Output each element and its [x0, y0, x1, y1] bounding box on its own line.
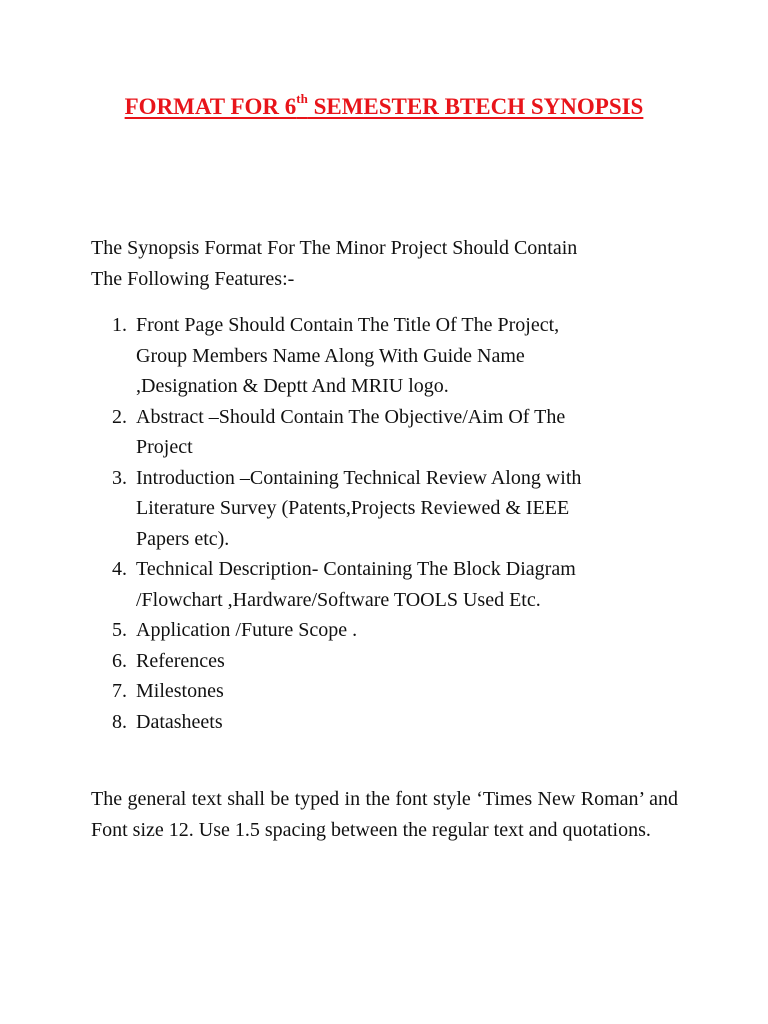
feature-text-line: Datasheets [136, 710, 223, 733]
feature-list [0, 310, 768, 737]
feature-number: 8. [112, 710, 127, 733]
feature-item [0, 676, 768, 707]
feature-number: 5. [112, 619, 127, 641]
feature-item [0, 646, 768, 677]
feature-text-line: Application /Future Scope . [136, 619, 358, 641]
feature-text-line: Papers etc). [136, 527, 230, 550]
feature-item [0, 463, 768, 555]
feature-number: 1. [112, 314, 127, 336]
intro-paragraph [91, 233, 691, 295]
feature-item [0, 402, 768, 463]
feature-number: 3. [112, 466, 127, 489]
feature-text-line: Group Members Name Along With Guide Name [136, 344, 525, 367]
feature-number: 7. [112, 680, 127, 702]
feature-item [0, 707, 768, 738]
feature-item [0, 615, 768, 646]
title-prefix: FORMAT FOR 6 [124, 94, 297, 119]
feature-text-line: Technical Description- Containing The Block Diagram [136, 558, 576, 580]
feature-text-line: Milestones [136, 680, 224, 702]
document-title [0, 92, 768, 122]
intro-line-1: The Synopsis Format For The Minor Project Should Contain [91, 237, 578, 259]
feature-text-line: Front Page Should Contain The Title Of The Project, [136, 314, 560, 336]
formatting-note: The general text shall be typed in the font style ‘Times New Roman’ and Font size 12. Use 1.5 spacing between the regular text and quotations. [91, 788, 678, 841]
feature-number: 2. [112, 405, 127, 428]
feature-text-line: /Flowchart ,Hardware/Software TOOLS Used Etc. [136, 588, 541, 611]
feature-number: 4. [112, 558, 127, 580]
title-suffix: SEMESTER BTECH SYNOPSIS [307, 94, 644, 119]
feature-text-line: References [136, 649, 225, 672]
feature-item [0, 310, 768, 402]
feature-text-line: Introduction –Containing Technical Review Along with [136, 466, 582, 489]
intro-line-2: The Following Features:- [91, 268, 295, 290]
feature-item [0, 554, 768, 615]
feature-text-line: Project [136, 436, 193, 458]
title-superscript: th [296, 91, 308, 107]
feature-number: 6. [112, 649, 127, 672]
feature-text-line: Literature Survey (Patents,Projects Reviewed & IEEE [136, 497, 570, 519]
feature-text-line: Abstract –Should Contain The Objective/Aim Of The [136, 405, 566, 428]
feature-text-line: ,Designation & Deptt And MRIU logo. [136, 375, 449, 397]
